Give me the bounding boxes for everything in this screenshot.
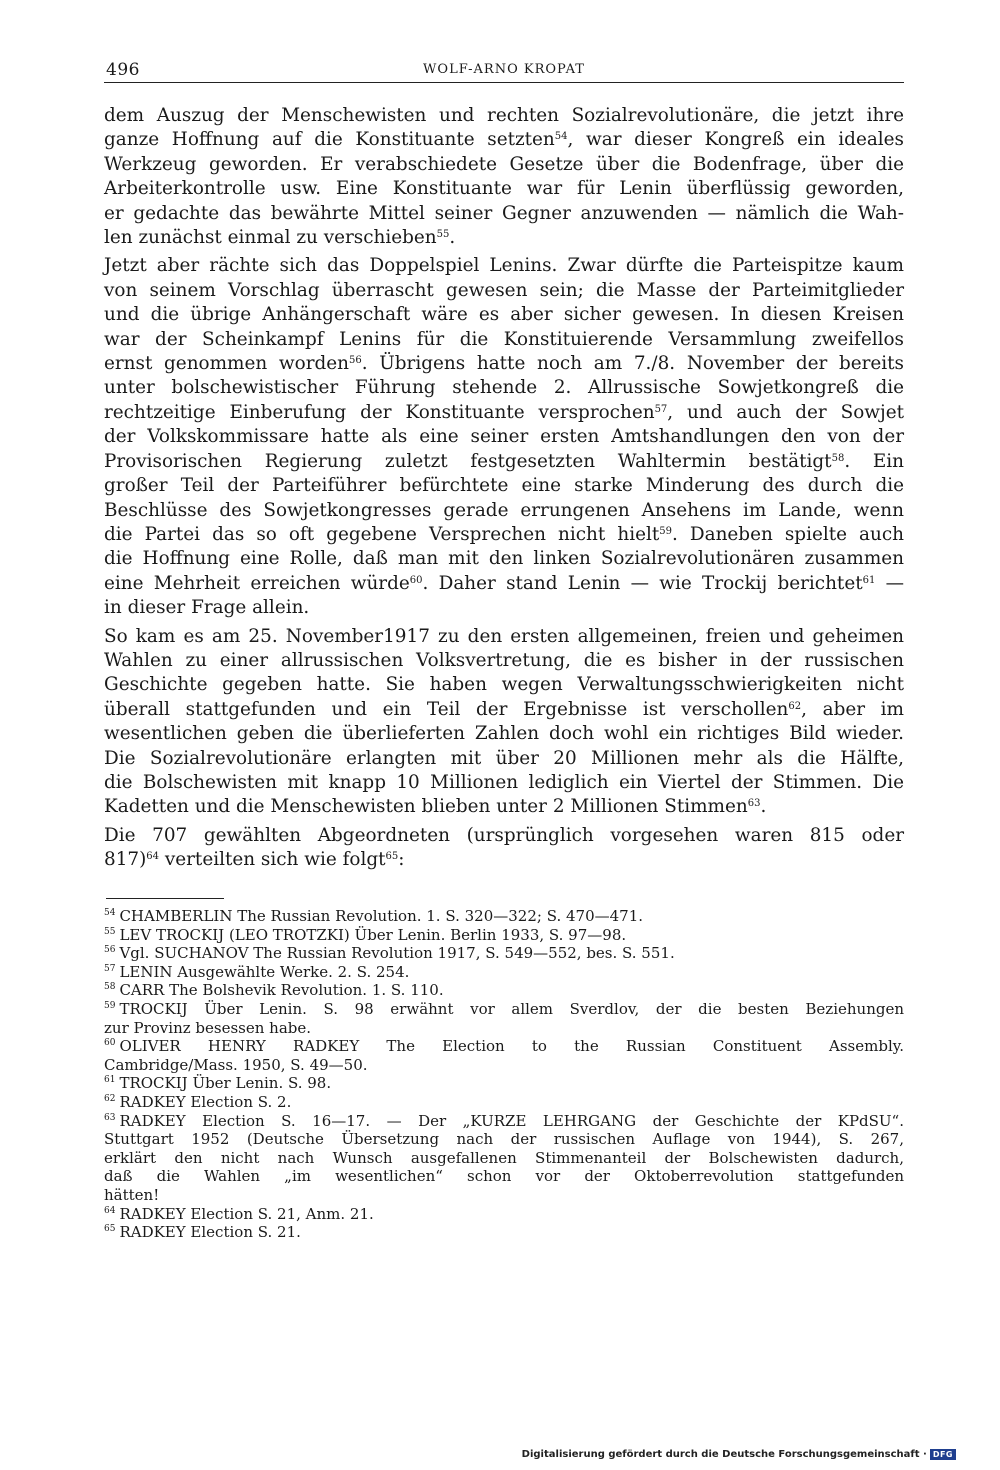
paragraph	[104, 254, 904, 620]
footnote-text: CHAMBERLIN The Russian Revolution. 1. S. 320—322; S. 470—471.	[119, 907, 644, 925]
text-line	[104, 596, 904, 620]
footnote-line	[104, 1093, 904, 1112]
footnote-line	[104, 1149, 904, 1168]
footnote-line	[104, 1074, 904, 1093]
footnote-reference: 54	[554, 131, 568, 143]
footnote-reference: 57	[654, 403, 668, 415]
footnote	[104, 926, 904, 945]
footnote-line	[104, 1223, 904, 1242]
paragraph	[104, 104, 904, 250]
text-segment: in dieser Frage allein.	[104, 597, 310, 619]
footnote-text: RADKEY Election S. 21, Anm. 21.	[119, 1204, 374, 1223]
footnote-reference: 59	[659, 525, 672, 537]
text-segment: , war dieser Kongreß ein ideales	[567, 129, 904, 151]
text-segment: . Daneben spielte auch	[671, 523, 904, 545]
text-segment: wesentlichen geben die überlieferten Zahlen doch wohl ein richtiges Bild wieder.	[104, 723, 904, 745]
text-segment: und die übrige Anhängerschaft wäre es aber sicher gewesen. In diesen Kreisen	[104, 304, 904, 326]
footnote	[104, 1093, 904, 1112]
footnote	[104, 1074, 904, 1093]
text-line	[104, 376, 904, 400]
footnote-reference: 58	[831, 452, 845, 464]
text-segment: , aber im	[801, 698, 904, 720]
footnote-number: 65	[104, 1224, 116, 1235]
text-segment: Die Sozialrevolutionäre erlangten mit über 20 Millionen mehr als die Hälfte,	[104, 747, 904, 769]
text-line	[104, 499, 904, 523]
footnote-reference: 60	[409, 574, 423, 586]
footnote-number: 54	[104, 908, 116, 918]
text-segment: unter bolschewistischer Führung stehende 2. Allrussische Sowjetkongreß die	[104, 377, 904, 399]
credit-text: Digitalisierung gefördert durch die Deutsche Forschungsgemeinschaft ·	[521, 1449, 927, 1460]
text-line	[104, 202, 904, 226]
text-segment: :	[398, 849, 405, 871]
text-segment: Wahlen zu einer allrussischen Volksvertretung, die es bisher in der russischen	[104, 649, 904, 671]
footnote-line	[104, 1186, 904, 1205]
text-segment: verteilten sich wie folgt	[159, 849, 386, 871]
text-line	[104, 177, 904, 201]
footnote-line	[104, 907, 904, 926]
dfg-logo: DFG	[930, 1449, 956, 1460]
footnote-text: Vgl. SUCHANOV The Russian Revolution 1917, S. 549—552, bes. S. 551.	[119, 944, 675, 963]
footnote	[104, 1037, 904, 1074]
text-segment: ganze Hoffnung auf die Konstituante setzten	[104, 129, 555, 151]
text-segment: Arbeiterkontrolle usw. Eine Konstituante war für Lenin überflüssig geworden,	[104, 178, 904, 200]
footnote-text: RADKEY Election S. 2.	[119, 1092, 292, 1111]
text-segment: . Daher stand Lenin — wie Trockij berichtet	[422, 572, 863, 594]
footnote-number: 62	[104, 1093, 116, 1104]
text-line	[104, 279, 904, 303]
footnote	[104, 1112, 904, 1205]
text-line	[104, 824, 904, 848]
text-line	[104, 128, 904, 152]
text-segment: Kadetten und die Menschewisten blieben unter 2 Millionen Stimmen	[104, 796, 748, 818]
footnote	[104, 981, 904, 1000]
footnote-line	[104, 1130, 904, 1149]
footnote	[104, 944, 904, 963]
footnote-reference: 62	[788, 700, 802, 712]
footnote	[104, 1205, 904, 1224]
text-line	[104, 649, 904, 673]
footnote-text: erklärt den nicht nach Wunsch ausgefallenen Stimmenanteil der Bolschewisten dadurch,	[104, 1148, 904, 1167]
footnote-line	[104, 1019, 904, 1038]
text-line	[104, 848, 904, 872]
paragraph	[104, 824, 904, 873]
text-segment: der Volkskommissare hatte als eine seiner ersten Amtshandlungen den von der	[104, 426, 904, 448]
text-segment: die Bolschewisten mit knapp 10 Millionen lediglich ein Viertel der Stimmen. Die	[104, 771, 904, 793]
footnote-text: LEV TROCKIJ (LEO TROTZKI) Über Lenin. Berlin 1933, S. 97—98.	[119, 925, 627, 944]
text-segment: . Übrigens hatte noch am 7./8. November der bereits	[361, 353, 904, 375]
text-line	[104, 625, 904, 649]
text-segment: Werkzeug geworden. Er verabschiedete Gesetze über die Bodenfrage, über die	[104, 153, 904, 175]
footnote-text: TROCKIJ Über Lenin. S. 98.	[119, 1074, 332, 1093]
page-header	[104, 56, 904, 83]
footnote-line	[104, 1000, 904, 1019]
text-segment: —	[875, 572, 904, 594]
text-line	[104, 747, 904, 771]
footnote	[104, 1000, 904, 1037]
footnote-line	[104, 944, 904, 963]
footnote-number: 64	[104, 1205, 116, 1216]
footnote-reference: 65	[385, 851, 399, 863]
text-line	[104, 254, 904, 278]
text-line	[104, 795, 904, 819]
footnote-text: zur Provinz besessen habe.	[104, 1018, 312, 1037]
footnote-number: 63	[104, 1112, 116, 1123]
text-segment: Beschlüsse des Sowjetkongresses gerade errungenen Ansehens im Lande, wenn	[104, 499, 904, 521]
footnote-text: OLIVER HENRY RADKEY The Election to the Russian Constituent Assembly.	[119, 1037, 904, 1056]
text-line	[104, 303, 904, 327]
text-segment: Geschichte gegeben hatte. Sie haben wegen Verwaltungsschwierigkeiten nicht	[104, 674, 904, 696]
footnote-text: daß die Wahlen „im wesentlichen“ schon vor der Oktoberrevolution stattgefunden	[104, 1167, 904, 1186]
footnote-reference: 63	[747, 798, 761, 810]
footnote-text: hätten!	[104, 1185, 160, 1204]
text-line	[104, 474, 904, 498]
footnote-line	[104, 1112, 904, 1131]
text-segment: .	[449, 227, 456, 249]
footnote-reference: 61	[862, 574, 876, 586]
footnote-number: 60	[104, 1038, 116, 1049]
text-line	[104, 450, 904, 474]
text-segment: überall stattgefunden und ein Teil der Ergebnisse ist verschollen	[104, 698, 789, 720]
footnote	[104, 907, 904, 926]
text-line	[104, 547, 904, 571]
footnote-text: LENIN Ausgewählte Werke. 2. S. 254.	[119, 962, 410, 981]
text-line	[104, 153, 904, 177]
text-segment: die Partei das so oft gegebene Versprechen nicht hielt	[104, 523, 660, 545]
footnote-text: RADKEY Election S. 16—17. — Der „KURZE LEHRGANG der Geschichte der KPdSU“.	[119, 1111, 904, 1130]
text-line	[104, 425, 904, 449]
text-segment: , und auch der Sowjet	[667, 401, 904, 423]
text-segment: ernst genommen worden	[104, 353, 350, 375]
text-line	[104, 673, 904, 697]
digitization-credit	[522, 1449, 956, 1460]
text-segment: . Ein	[844, 450, 905, 472]
text-segment: die Hoffnung eine Rolle, daß man mit den linken Sozialrevolutionären zusammen	[104, 548, 904, 570]
footnote-reference: 56	[349, 354, 362, 366]
running-head: WOLF-ARNO KROPAT	[423, 62, 585, 77]
footnote-number: 59	[104, 1000, 116, 1011]
text-segment: .	[760, 796, 767, 818]
text-segment: 817)	[104, 849, 147, 871]
footnote-number: 57	[104, 963, 116, 974]
footnote-number: 56	[104, 945, 116, 956]
footnote-line	[104, 963, 904, 982]
footnote-number: 55	[104, 926, 116, 937]
footnote-number: 58	[104, 982, 116, 993]
text-line	[104, 771, 904, 795]
text-line	[104, 401, 904, 425]
footnote-text: Cambridge/Mass. 1950, S. 49—50.	[104, 1055, 368, 1074]
footnote-text: TROCKIJ Über Lenin. S. 98 erwähnt vor allem Sverdlov, der die besten Beziehungen	[119, 999, 904, 1018]
text-segment: dem Auszug der Menschewisten und rechten Sozialrevolutionäre, die jetzt ihre	[104, 105, 904, 126]
footnote-line	[104, 981, 904, 1000]
text-segment: großer Teil der Parteiführer befürchtete eine starke Minderung des durch die	[104, 475, 904, 497]
footnote-line	[104, 1056, 904, 1075]
paragraph	[104, 625, 904, 820]
text-segment: len zunächst einmal zu verschieben	[104, 227, 437, 249]
text-line	[104, 328, 904, 352]
text-line	[104, 572, 904, 596]
text-segment: von seinem Vorschlag überrascht gewesen sein; die Masse der Parteimitglieder	[104, 279, 904, 301]
text-line	[104, 226, 904, 250]
text-segment: So kam es am 25. November1917 zu den ersten allgemeinen, freien und geheimen	[104, 625, 904, 647]
footnotes	[104, 907, 904, 1242]
footnote-line	[104, 1037, 904, 1056]
footnote-line	[104, 926, 904, 945]
footnote	[104, 963, 904, 982]
text-segment: Provisorischen Regierung zuletzt festgesetzten Wahltermin bestätigt	[104, 450, 832, 472]
text-line	[104, 352, 904, 376]
footnote-text: CARR The Bolshevik Revolution. 1. S. 110.	[119, 981, 444, 1000]
text-line	[104, 698, 904, 722]
text-line	[104, 722, 904, 746]
footnote-number: 61	[104, 1075, 116, 1086]
text-line	[104, 104, 904, 128]
body-text	[104, 104, 904, 877]
footnote-line	[104, 1167, 904, 1186]
footnote-reference: 64	[146, 851, 160, 863]
text-segment: er gedachte das bewährte Mittel seiner Gegner anzuwenden — nämlich die Wah-	[104, 202, 904, 224]
footnote-text: RADKEY Election S. 21.	[119, 1223, 301, 1242]
text-segment: rechtzeitige Einberufung der Konstituante versprochen	[104, 401, 655, 423]
footnote	[104, 1223, 904, 1242]
text-segment: Die 707 gewählten Abgeordneten (ursprünglich vorgesehen waren 815 oder	[104, 824, 904, 846]
page-number: 496	[106, 60, 140, 80]
text-segment: Jetzt aber rächte sich das Doppelspiel Lenins. Zwar dürfte die Parteispitze kaum	[104, 255, 904, 277]
footnote-text: Stuttgart 1952 (Deutsche Übersetzung nach der russischen Auflage von 1944), S. 267,	[104, 1130, 904, 1149]
text-segment: war der Scheinkampf Lenins für die Konstituierende Versammlung zweifellos	[104, 328, 904, 350]
footnote-line	[104, 1205, 904, 1224]
text-segment: eine Mehrheit erreichen würde	[104, 572, 410, 594]
footnote-rule	[106, 898, 224, 899]
footnote-reference: 55	[436, 228, 450, 240]
text-line	[104, 523, 904, 547]
